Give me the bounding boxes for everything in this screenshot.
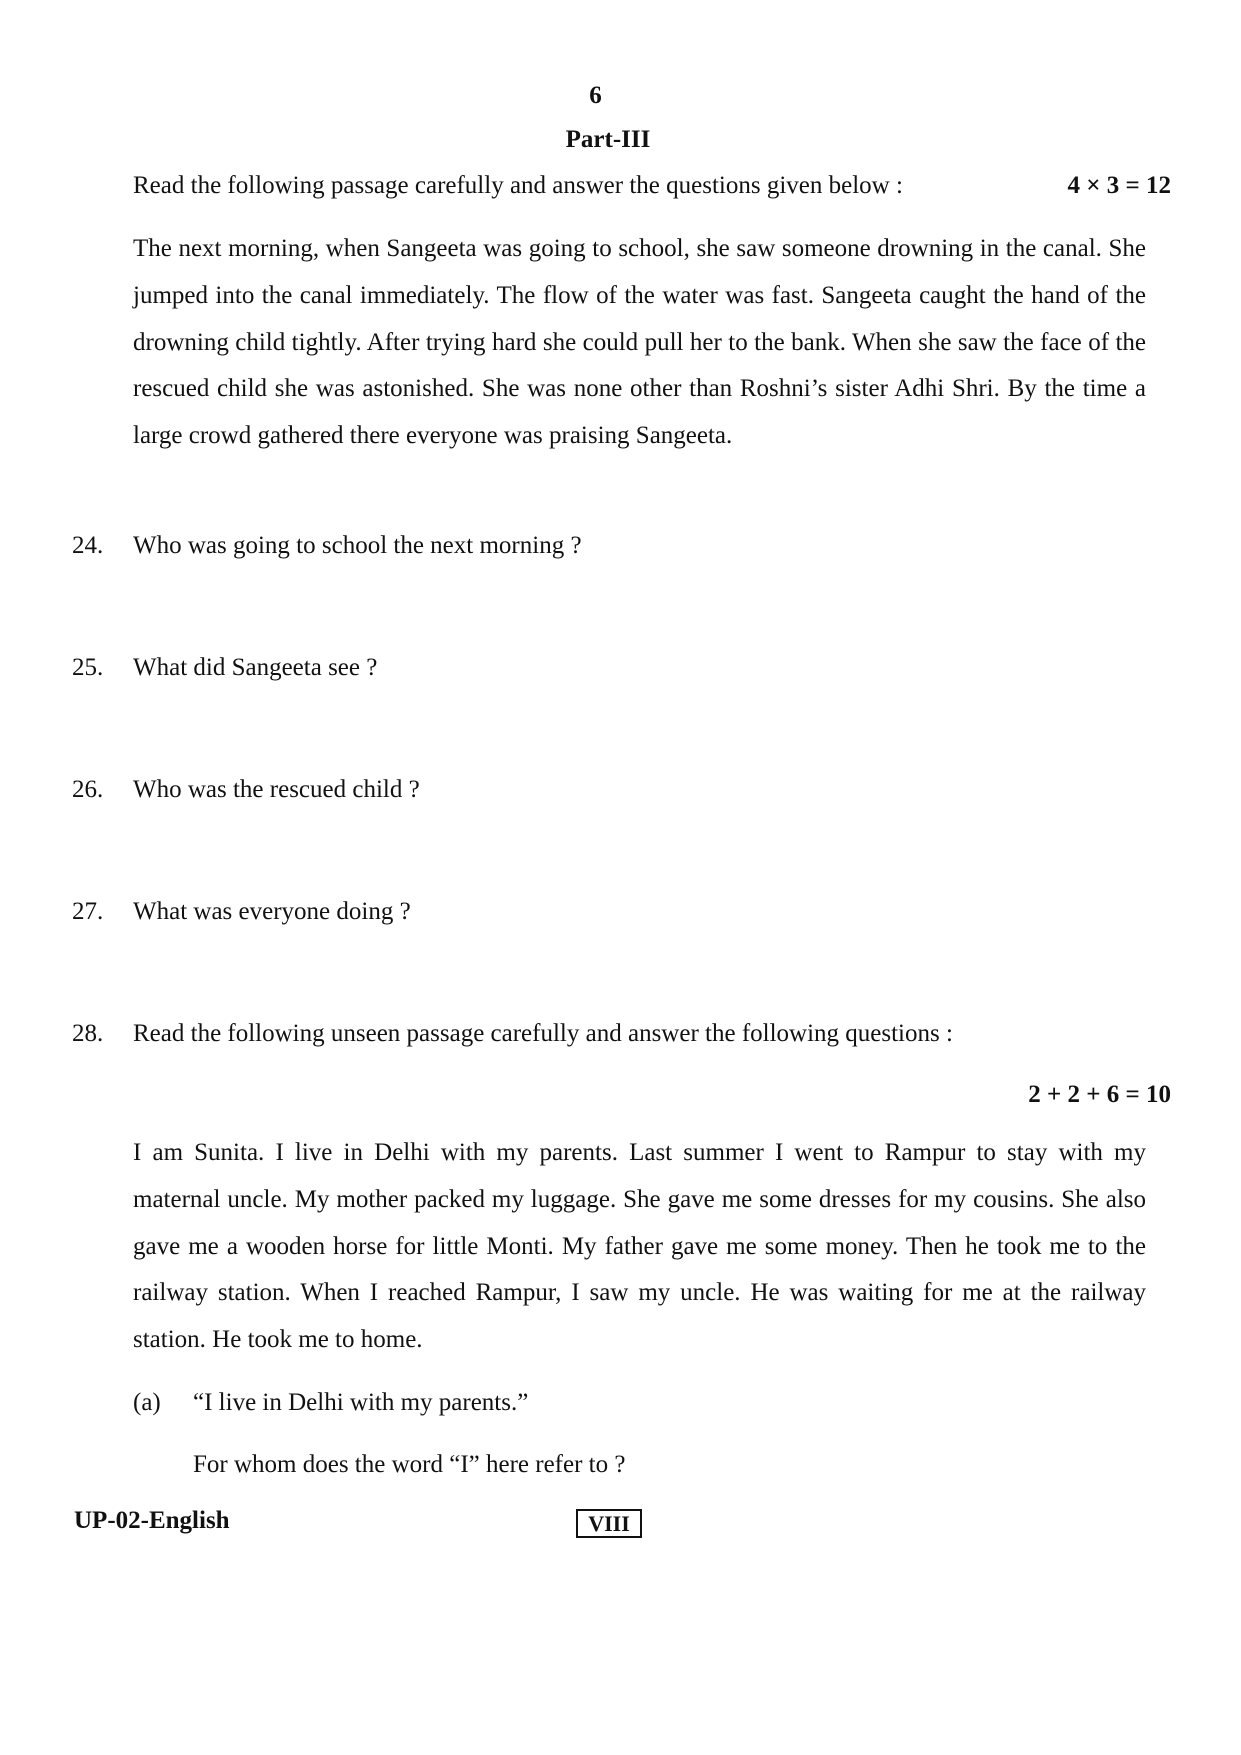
question-number: 24. (72, 532, 104, 559)
question-number: 26. (72, 776, 104, 803)
question-28 (72, 1020, 953, 1048)
sub-question-quote: “I live in Delhi with my parents.” (193, 1389, 529, 1416)
page-number: 6 (589, 82, 602, 109)
question-number: 28. (72, 1020, 104, 1047)
part-title: Part-III (565, 126, 651, 153)
sub-question-label: (a) (133, 1389, 161, 1416)
question-text: What was everyone doing ? (133, 898, 411, 925)
section2-passage: I am Sunita. I live in Delhi with my parents. Last summer I went to Rampur to stay with my maternal uncle. My mother packed my luggage. She gave me some dresses for my cousins. She also gave me a wooden horse for little Monti. My father gave me some money. Then he took me to the railway station. When I reached Rampur, I saw my uncle. He was waiting for me at the railway station. He took me to home. (133, 1139, 1146, 1354)
question-text: What did Sangeeta see ? (133, 654, 378, 681)
section2-instruction: Read the following unseen passage carefully and answer the following questions : (133, 1020, 953, 1047)
section1-instruction: Read the following passage carefully and answer the questions given below : (133, 172, 903, 199)
question-number: 27. (72, 898, 104, 925)
question-text: Who was the rescued child ? (133, 776, 420, 803)
question-number: 25. (72, 654, 104, 681)
question-26 (72, 776, 420, 804)
section1-passage: The next morning, when Sangeeta was going to school, she saw someone drowning in the canal. She jumped into the canal immediately. The flow of the water was fast. Sangeeta caught the hand of the drowning child tightly. After trying hard she could pull her to the bank. When she saw the face of the rescued child she was astonished. She was none other than Roshni’s sister Adhi Shri. By the time a large crowd gathered there everyone was praising Sangeeta. (133, 235, 1146, 450)
question-24 (72, 532, 582, 560)
section2-marks: 2 + 2 + 6 = 10 (1028, 1081, 1171, 1108)
question-text: Who was going to school the next morning ? (133, 532, 582, 559)
paper-code: UP-02-English (74, 1507, 230, 1534)
class-box: VIII (576, 1509, 642, 1538)
section1-marks: 4 × 3 = 12 (1067, 172, 1171, 199)
question-25 (72, 654, 377, 682)
question-27 (72, 898, 411, 926)
sub-question-text: For whom does the word “I” here refer to ? (193, 1451, 626, 1478)
